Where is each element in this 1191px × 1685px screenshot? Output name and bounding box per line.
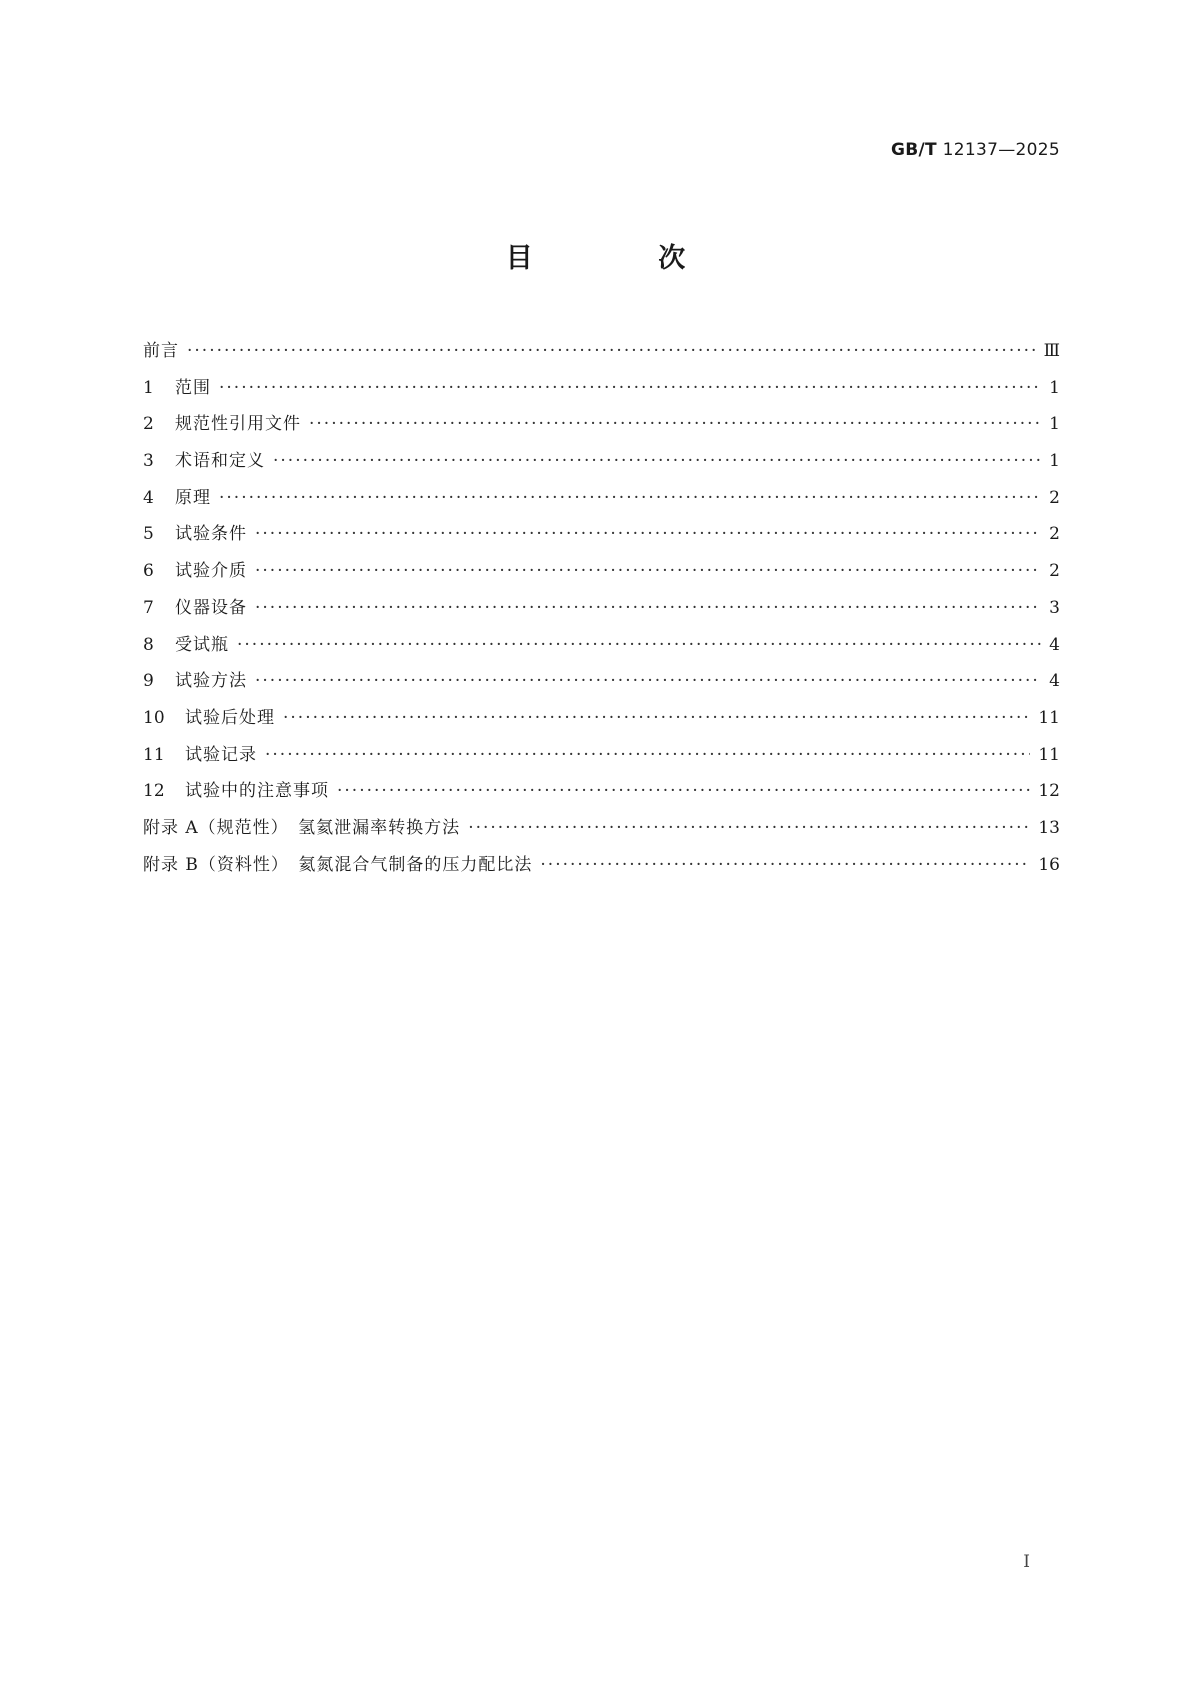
toc-entry-label: 范围 [175, 377, 211, 398]
toc-entry-page: 2 [1049, 561, 1060, 582]
toc-entry-number: 9 [143, 671, 154, 692]
standard-prefix: GB/T [891, 140, 937, 160]
dot-leader [255, 524, 1041, 544]
dot-leader [540, 855, 1030, 875]
toc-entry-page: Ⅲ [1043, 341, 1060, 361]
toc-entry-label: 规范性引用文件 [175, 414, 301, 435]
toc-entry-label: 原理 [175, 487, 211, 508]
toc-entry-10[interactable] [143, 708, 1060, 745]
toc-entry-annex-a[interactable] [143, 818, 1060, 855]
dot-leader [255, 561, 1041, 581]
dot-leader [337, 781, 1030, 801]
toc-entry-label: 术语和定义 [175, 451, 265, 472]
toc-entry-number: 1 [143, 377, 154, 398]
dot-leader [265, 745, 1030, 765]
toc-entry-12[interactable] [143, 781, 1060, 818]
toc-entry-label: 试验后处理 [185, 707, 275, 728]
toc-entry-label: 附录 B（资料性） 氦氮混合气制备的压力配比法 [143, 854, 533, 875]
toc-entry-page: 3 [1049, 597, 1060, 618]
toc-entry-label: 受试瓶 [175, 634, 229, 655]
toc-entry-5[interactable] [143, 524, 1060, 561]
toc-entry-label: 附录 A（规范性） 氢氦泄漏率转换方法 [143, 817, 461, 838]
toc-entry-11[interactable] [143, 745, 1060, 782]
toc-entry-label: 试验方法 [175, 671, 247, 692]
toc-entry-1[interactable] [143, 378, 1060, 415]
toc-entry-page: 1 [1049, 451, 1060, 472]
dot-leader [273, 451, 1041, 471]
toc-entry-number: 7 [143, 597, 154, 618]
toc-entry-annex-b[interactable] [143, 855, 1060, 892]
dot-leader [237, 635, 1041, 655]
toc-entry-page: 4 [1049, 671, 1060, 692]
toc-entry-9[interactable] [143, 671, 1060, 708]
dot-leader [468, 818, 1030, 838]
toc-entry-number: 10 [143, 707, 165, 728]
page-number: Ⅰ [1023, 1552, 1030, 1572]
toc-entry-number: 4 [143, 487, 154, 508]
toc-entry-label: 试验条件 [175, 524, 247, 545]
toc-entry-foreword[interactable] [143, 341, 1060, 378]
toc-entry-page: 13 [1038, 817, 1060, 838]
toc-entry-label: 仪器设备 [175, 597, 247, 618]
dot-leader [255, 671, 1041, 691]
toc-entry-number: 12 [143, 781, 165, 802]
toc-entry-2[interactable] [143, 414, 1060, 451]
dot-leader [283, 708, 1030, 728]
dot-leader [255, 598, 1041, 618]
dot-leader [219, 488, 1041, 508]
toc-entry-number: 6 [143, 561, 154, 582]
toc-entry-page: 11 [1038, 707, 1060, 728]
toc-entry-page: 2 [1049, 487, 1060, 508]
dot-leader [187, 341, 1036, 361]
page-title: 目 次 [505, 243, 744, 274]
toc-entry-label: 前言 [143, 341, 179, 361]
toc-entry-page: 4 [1049, 634, 1060, 655]
toc-entry-number: 11 [143, 744, 165, 765]
dot-leader [219, 378, 1041, 398]
toc-entry-page: 1 [1049, 377, 1060, 398]
standard-code: 12137—2025 [942, 140, 1060, 160]
toc-entry-page: 11 [1038, 744, 1060, 765]
toc-entry-7[interactable] [143, 598, 1060, 635]
toc-entry-4[interactable] [143, 488, 1060, 525]
standard-number [891, 140, 1060, 160]
table-of-contents [143, 341, 1060, 891]
dot-leader [309, 414, 1041, 434]
toc-entry-page: 1 [1049, 414, 1060, 435]
toc-entry-8[interactable] [143, 635, 1060, 672]
toc-entry-6[interactable] [143, 561, 1060, 598]
toc-entry-label: 试验记录 [185, 744, 257, 765]
toc-entry-label: 试验介质 [175, 561, 247, 582]
toc-entry-number: 3 [143, 451, 154, 472]
toc-entry-3[interactable] [143, 451, 1060, 488]
toc-entry-label: 试验中的注意事项 [185, 781, 329, 802]
toc-entry-page: 2 [1049, 524, 1060, 545]
toc-entry-page: 16 [1038, 854, 1060, 875]
toc-entry-page: 12 [1038, 781, 1060, 802]
toc-entry-number: 5 [143, 524, 154, 545]
toc-entry-number: 2 [143, 414, 154, 435]
toc-entry-number: 8 [143, 634, 154, 655]
